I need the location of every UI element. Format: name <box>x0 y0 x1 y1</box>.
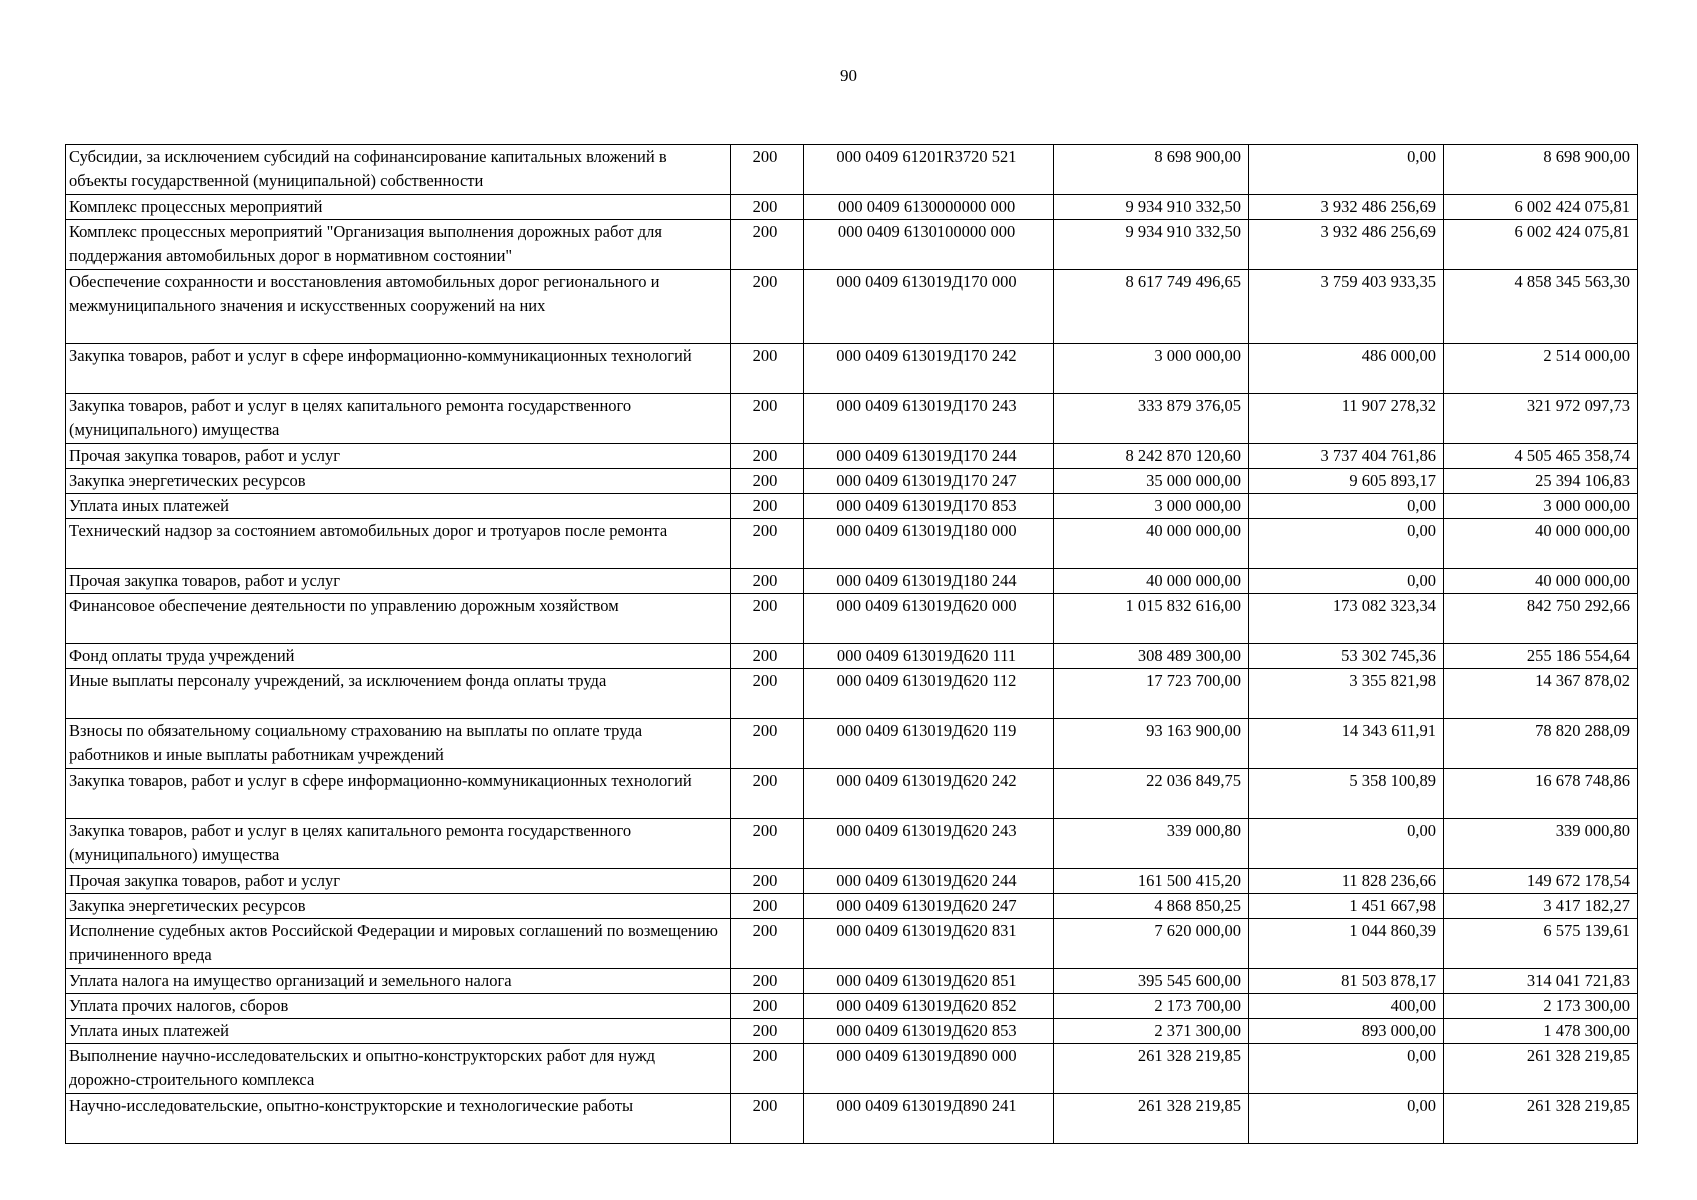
row-approved-cell: 339 000,80 <box>1054 819 1249 869</box>
row-approved-cell: 22 036 849,75 <box>1054 769 1249 819</box>
row-classification-cell: 000 0409 6130100000 000 <box>804 220 1054 270</box>
row-name-cell: Исполнение судебных актов Российской Федерации и мировых соглашений по возмещению причиненного вреда <box>66 919 731 969</box>
row-classification-cell: 000 0409 613019Д620 243 <box>804 819 1054 869</box>
row-name-cell: Закупка товаров, работ и услуг в целях капитального ремонта государственного (муниципального) имущества <box>66 819 731 869</box>
row-executed-cell: 0,00 <box>1249 494 1444 519</box>
row-code-cell: 200 <box>731 394 804 444</box>
row-unexecuted-cell: 40 000 000,00 <box>1444 519 1638 569</box>
row-name-cell: Комплекс процессных мероприятий "Организация выполнения дорожных работ для поддержания автомобильных дорог в нормативном состоянии" <box>66 220 731 270</box>
row-unexecuted-cell: 6 002 424 075,81 <box>1444 195 1638 220</box>
row-executed-cell: 3 737 404 761,86 <box>1249 444 1444 469</box>
row-executed-cell: 1 044 860,39 <box>1249 919 1444 969</box>
row-code-cell: 200 <box>731 994 804 1019</box>
row-name-cell: Иные выплаты персоналу учреждений, за исключением фонда оплаты труда <box>66 669 731 719</box>
table-row <box>66 644 1638 669</box>
row-code-cell: 200 <box>731 1019 804 1044</box>
row-unexecuted-cell: 3 417 182,27 <box>1444 894 1638 919</box>
row-code-cell: 200 <box>731 644 804 669</box>
row-unexecuted-cell: 261 328 219,85 <box>1444 1094 1638 1144</box>
row-classification-cell: 000 0409 613019Д180 000 <box>804 519 1054 569</box>
row-classification-cell: 000 0409 613019Д620 111 <box>804 644 1054 669</box>
row-unexecuted-cell: 339 000,80 <box>1444 819 1638 869</box>
row-unexecuted-cell: 6 575 139,61 <box>1444 919 1638 969</box>
row-name-cell: Уплата прочих налогов, сборов <box>66 994 731 1019</box>
row-unexecuted-cell: 2 173 300,00 <box>1444 994 1638 1019</box>
table-row <box>66 494 1638 519</box>
row-approved-cell: 1 015 832 616,00 <box>1054 594 1249 644</box>
row-name-cell: Финансовое обеспечение деятельности по управлению дорожным хозяйством <box>66 594 731 644</box>
row-name-cell: Технический надзор за состоянием автомобильных дорог и тротуаров после ремонта <box>66 519 731 569</box>
row-executed-cell: 3 759 403 933,35 <box>1249 270 1444 344</box>
table-row <box>66 1094 1638 1144</box>
row-code-cell: 200 <box>731 719 804 769</box>
table-row <box>66 394 1638 444</box>
row-executed-cell: 0,00 <box>1249 569 1444 594</box>
row-classification-cell: 000 0409 613019Д620 851 <box>804 969 1054 994</box>
row-approved-cell: 2 371 300,00 <box>1054 1019 1249 1044</box>
row-code-cell: 200 <box>731 519 804 569</box>
row-executed-cell: 81 503 878,17 <box>1249 969 1444 994</box>
row-approved-cell: 17 723 700,00 <box>1054 669 1249 719</box>
table-row <box>66 894 1638 919</box>
row-unexecuted-cell: 3 000 000,00 <box>1444 494 1638 519</box>
row-approved-cell: 9 934 910 332,50 <box>1054 195 1249 220</box>
table-row <box>66 969 1638 994</box>
row-approved-cell: 261 328 219,85 <box>1054 1094 1249 1144</box>
row-code-cell: 200 <box>731 220 804 270</box>
row-code-cell: 200 <box>731 594 804 644</box>
page-number: 90 <box>840 66 857 85</box>
row-approved-cell: 8 617 749 496,65 <box>1054 270 1249 344</box>
row-executed-cell: 0,00 <box>1249 519 1444 569</box>
row-code-cell: 200 <box>731 469 804 494</box>
row-unexecuted-cell: 25 394 106,83 <box>1444 469 1638 494</box>
row-approved-cell: 8 242 870 120,60 <box>1054 444 1249 469</box>
row-executed-cell: 5 358 100,89 <box>1249 769 1444 819</box>
row-approved-cell: 2 173 700,00 <box>1054 994 1249 1019</box>
row-executed-cell: 9 605 893,17 <box>1249 469 1444 494</box>
row-approved-cell: 40 000 000,00 <box>1054 519 1249 569</box>
table-row <box>66 270 1638 344</box>
row-name-cell: Научно-исследовательские, опытно-конструкторские и технологические работы <box>66 1094 731 1144</box>
row-classification-cell: 000 0409 613019Д170 853 <box>804 494 1054 519</box>
row-code-cell: 200 <box>731 444 804 469</box>
row-executed-cell: 11 828 236,66 <box>1249 869 1444 894</box>
row-classification-cell: 000 0409 613019Д170 243 <box>804 394 1054 444</box>
table-row <box>66 344 1638 394</box>
row-executed-cell: 486 000,00 <box>1249 344 1444 394</box>
row-unexecuted-cell: 78 820 288,09 <box>1444 719 1638 769</box>
row-name-cell: Прочая закупка товаров, работ и услуг <box>66 444 731 469</box>
row-code-cell: 200 <box>731 1094 804 1144</box>
row-executed-cell: 0,00 <box>1249 1094 1444 1144</box>
row-classification-cell: 000 0409 613019Д620 853 <box>804 1019 1054 1044</box>
row-code-cell: 200 <box>731 869 804 894</box>
row-executed-cell: 173 082 323,34 <box>1249 594 1444 644</box>
row-unexecuted-cell: 321 972 097,73 <box>1444 394 1638 444</box>
row-unexecuted-cell: 4 858 345 563,30 <box>1444 270 1638 344</box>
row-unexecuted-cell: 40 000 000,00 <box>1444 569 1638 594</box>
row-name-cell: Закупка товаров, работ и услуг в сфере информационно-коммуникационных технологий <box>66 769 731 819</box>
row-classification-cell: 000 0409 613019Д620 242 <box>804 769 1054 819</box>
row-code-cell: 200 <box>731 270 804 344</box>
row-code-cell: 200 <box>731 819 804 869</box>
row-classification-cell: 000 0409 613019Д620 119 <box>804 719 1054 769</box>
row-approved-cell: 308 489 300,00 <box>1054 644 1249 669</box>
row-executed-cell: 11 907 278,32 <box>1249 394 1444 444</box>
table-row <box>66 994 1638 1019</box>
row-code-cell: 200 <box>731 494 804 519</box>
row-approved-cell: 7 620 000,00 <box>1054 919 1249 969</box>
row-code-cell: 200 <box>731 344 804 394</box>
row-approved-cell: 40 000 000,00 <box>1054 569 1249 594</box>
row-approved-cell: 161 500 415,20 <box>1054 869 1249 894</box>
row-name-cell: Уплата налога на имущество организаций и земельного налога <box>66 969 731 994</box>
table-row <box>66 669 1638 719</box>
row-name-cell: Закупка товаров, работ и услуг в сфере информационно-коммуникационных технологий <box>66 344 731 394</box>
row-unexecuted-cell: 314 041 721,83 <box>1444 969 1638 994</box>
row-classification-cell: 000 0409 613019Д170 247 <box>804 469 1054 494</box>
row-executed-cell: 14 343 611,91 <box>1249 719 1444 769</box>
row-approved-cell: 93 163 900,00 <box>1054 719 1249 769</box>
row-classification-cell: 000 0409 6130000000 000 <box>804 195 1054 220</box>
row-approved-cell: 4 868 850,25 <box>1054 894 1249 919</box>
table-row <box>66 1019 1638 1044</box>
row-unexecuted-cell: 14 367 878,02 <box>1444 669 1638 719</box>
row-code-cell: 200 <box>731 894 804 919</box>
row-name-cell: Субсидии, за исключением субсидий на софинансирование капитальных вложений в объекты государственной (муниципальной) собственности <box>66 145 731 195</box>
row-unexecuted-cell: 842 750 292,66 <box>1444 594 1638 644</box>
row-approved-cell: 261 328 219,85 <box>1054 1044 1249 1094</box>
row-approved-cell: 3 000 000,00 <box>1054 344 1249 394</box>
table-row <box>66 594 1638 644</box>
budget-execution-table <box>65 144 1638 1144</box>
row-classification-cell: 000 0409 613019Д620 831 <box>804 919 1054 969</box>
row-approved-cell: 35 000 000,00 <box>1054 469 1249 494</box>
row-code-cell: 200 <box>731 669 804 719</box>
row-executed-cell: 3 932 486 256,69 <box>1249 220 1444 270</box>
row-name-cell: Закупка энергетических ресурсов <box>66 894 731 919</box>
row-name-cell: Прочая закупка товаров, работ и услуг <box>66 569 731 594</box>
row-name-cell: Прочая закупка товаров, работ и услуг <box>66 869 731 894</box>
row-name-cell: Обеспечение сохранности и восстановления автомобильных дорог регионального и межмуниципального значения и искусственных сооружений на них <box>66 270 731 344</box>
row-executed-cell: 0,00 <box>1249 819 1444 869</box>
row-classification-cell: 000 0409 613019Д890 000 <box>804 1044 1054 1094</box>
row-classification-cell: 000 0409 613019Д170 242 <box>804 344 1054 394</box>
row-code-cell: 200 <box>731 1044 804 1094</box>
row-approved-cell: 333 879 376,05 <box>1054 394 1249 444</box>
table-row <box>66 719 1638 769</box>
row-classification-cell: 000 0409 613019Д620 247 <box>804 894 1054 919</box>
row-code-cell: 200 <box>731 195 804 220</box>
table-row <box>66 819 1638 869</box>
row-approved-cell: 9 934 910 332,50 <box>1054 220 1249 270</box>
table-row <box>66 145 1638 195</box>
row-executed-cell: 0,00 <box>1249 145 1444 195</box>
row-approved-cell: 3 000 000,00 <box>1054 494 1249 519</box>
row-unexecuted-cell: 255 186 554,64 <box>1444 644 1638 669</box>
table-row <box>66 769 1638 819</box>
table-row <box>66 195 1638 220</box>
row-classification-cell: 000 0409 613019Д620 112 <box>804 669 1054 719</box>
row-unexecuted-cell: 16 678 748,86 <box>1444 769 1638 819</box>
row-classification-cell: 000 0409 613019Д890 241 <box>804 1094 1054 1144</box>
row-classification-cell: 000 0409 613019Д620 852 <box>804 994 1054 1019</box>
row-approved-cell: 8 698 900,00 <box>1054 145 1249 195</box>
row-code-cell: 200 <box>731 769 804 819</box>
row-name-cell: Уплата иных платежей <box>66 494 731 519</box>
row-executed-cell: 400,00 <box>1249 994 1444 1019</box>
row-code-cell: 200 <box>731 919 804 969</box>
row-executed-cell: 3 355 821,98 <box>1249 669 1444 719</box>
row-unexecuted-cell: 1 478 300,00 <box>1444 1019 1638 1044</box>
table-row <box>66 919 1638 969</box>
row-executed-cell: 0,00 <box>1249 1044 1444 1094</box>
row-code-cell: 200 <box>731 969 804 994</box>
row-classification-cell: 000 0409 613019Д170 000 <box>804 270 1054 344</box>
row-approved-cell: 395 545 600,00 <box>1054 969 1249 994</box>
table-row <box>66 869 1638 894</box>
row-classification-cell: 000 0409 613019Д180 244 <box>804 569 1054 594</box>
table-row <box>66 569 1638 594</box>
row-unexecuted-cell: 4 505 465 358,74 <box>1444 444 1638 469</box>
row-unexecuted-cell: 261 328 219,85 <box>1444 1044 1638 1094</box>
row-name-cell: Уплата иных платежей <box>66 1019 731 1044</box>
row-unexecuted-cell: 2 514 000,00 <box>1444 344 1638 394</box>
row-code-cell: 200 <box>731 569 804 594</box>
row-classification-cell: 000 0409 613019Д620 000 <box>804 594 1054 644</box>
row-unexecuted-cell: 149 672 178,54 <box>1444 869 1638 894</box>
row-code-cell: 200 <box>731 145 804 195</box>
row-name-cell: Взносы по обязательному социальному страхованию на выплаты по оплате труда работников и иные выплаты работникам учреждений <box>66 719 731 769</box>
row-name-cell: Закупка энергетических ресурсов <box>66 469 731 494</box>
row-classification-cell: 000 0409 61201R3720 521 <box>804 145 1054 195</box>
table-row <box>66 220 1638 270</box>
row-executed-cell: 1 451 667,98 <box>1249 894 1444 919</box>
row-executed-cell: 893 000,00 <box>1249 1019 1444 1044</box>
table-row <box>66 444 1638 469</box>
row-classification-cell: 000 0409 613019Д620 244 <box>804 869 1054 894</box>
row-name-cell: Комплекс процессных мероприятий <box>66 195 731 220</box>
row-executed-cell: 3 932 486 256,69 <box>1249 195 1444 220</box>
table-body <box>66 145 1638 1144</box>
row-name-cell: Закупка товаров, работ и услуг в целях капитального ремонта государственного (муниципального) имущества <box>66 394 731 444</box>
row-name-cell: Фонд оплаты труда учреждений <box>66 644 731 669</box>
row-classification-cell: 000 0409 613019Д170 244 <box>804 444 1054 469</box>
row-executed-cell: 53 302 745,36 <box>1249 644 1444 669</box>
table-row <box>66 1044 1638 1094</box>
row-unexecuted-cell: 8 698 900,00 <box>1444 145 1638 195</box>
row-name-cell: Выполнение научно-исследовательских и опытно-конструкторских работ для нужд дорожно-строительного комплекса <box>66 1044 731 1094</box>
table-row <box>66 469 1638 494</box>
table-row <box>66 519 1638 569</box>
row-unexecuted-cell: 6 002 424 075,81 <box>1444 220 1638 270</box>
